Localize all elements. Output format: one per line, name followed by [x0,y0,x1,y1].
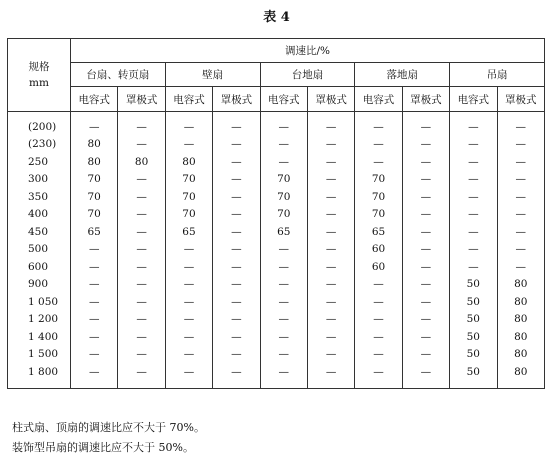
ratio-cell: — [260,153,307,171]
table-row [8,136,545,154]
ratio-cell: 80 [497,276,544,294]
shaded-pole-type-header: 罩极式 [402,87,449,112]
ratio-cell: — [71,276,118,294]
table-row [8,188,545,206]
ratio-cell: — [307,293,354,311]
ratio-cell: 70 [260,188,307,206]
sub-header-row [8,87,545,112]
ratio-cell: — [402,206,449,224]
spec-cell: (230) [8,136,71,154]
ratio-cell: — [118,311,165,329]
ratio-cell: — [260,112,307,136]
ratio-cell: 70 [71,171,118,189]
ratio-cell: — [71,363,118,388]
spec-cell: 450 [8,223,71,241]
ratio-cell: — [497,171,544,189]
ratio-cell: — [165,346,212,364]
ratio-cell: — [307,136,354,154]
ratio-cell: — [307,311,354,329]
ratio-cell: — [307,112,354,136]
ratio-cell: — [118,293,165,311]
ratio-cell: — [213,346,260,364]
spec-header: 规格 [28,61,50,73]
ratio-cell: — [307,223,354,241]
ratio-cell: 60 [355,258,402,276]
ratio-cell: — [355,346,402,364]
ratio-cell: — [307,346,354,364]
ratio-cell: — [307,188,354,206]
ratio-cell: — [118,136,165,154]
ratio-cell: 70 [355,171,402,189]
ratio-cell: — [497,153,544,171]
ratio-cell: — [118,346,165,364]
ratio-cell: — [213,311,260,329]
ratio-cell: — [355,328,402,346]
ratio-cell: 80 [497,311,544,329]
ratio-cell: — [118,223,165,241]
ratio-cell: — [260,363,307,388]
ratio-cell: — [165,293,212,311]
capacitor-type-header: 电容式 [71,87,118,112]
ratio-cell: — [71,328,118,346]
ratio-cell: 80 [497,363,544,388]
ratio-cell: 70 [165,206,212,224]
ratio-cell: — [260,328,307,346]
ratio-cell: — [71,258,118,276]
ratio-cell: — [118,328,165,346]
ratio-cell: — [213,223,260,241]
ratio-cell: — [213,153,260,171]
table-row [8,328,545,346]
ratio-cell: — [118,112,165,136]
spec-cell: 500 [8,241,71,259]
ratio-cell: — [307,153,354,171]
table-title: 表 4 [263,10,290,25]
ratio-cell: 50 [450,293,497,311]
ratio-cell: 80 [118,153,165,171]
ratio-cell: — [450,112,497,136]
ratio-cell: — [497,188,544,206]
spec-cell: 1 200 [8,311,71,329]
ratio-cell: — [402,223,449,241]
fan-type-header: 台地扇 [260,63,355,87]
ratio-cell: 80 [71,153,118,171]
ratio-cell: — [118,188,165,206]
ratio-cell: — [165,258,212,276]
capacitor-type-header: 电容式 [165,87,212,112]
ratio-cell: — [213,328,260,346]
spec-header-cell [8,39,71,112]
table-row [8,112,545,136]
ratio-cell: — [307,276,354,294]
note-1: 柱式扇、顶扇的调速比应不大于 70%。 [12,421,205,434]
ratio-cell: — [402,363,449,388]
ratio-cell: — [450,136,497,154]
ratio-cell: 80 [497,328,544,346]
ratio-cell: — [118,258,165,276]
ratio-cell: — [307,258,354,276]
ratio-cell: — [118,241,165,259]
shaded-pole-type-header: 罩极式 [118,87,165,112]
spec-cell: 900 [8,276,71,294]
ratio-cell: 70 [165,188,212,206]
ratio-cell: — [402,136,449,154]
ratio-cell: — [71,112,118,136]
ratio-cell: — [213,112,260,136]
ratio-cell: — [213,258,260,276]
ratio-cell: — [165,112,212,136]
ratio-cell: 65 [355,223,402,241]
ratio-cell: 50 [450,363,497,388]
ratio-cell: — [307,206,354,224]
ratio-cell: 70 [165,171,212,189]
ratio-cell: 50 [450,346,497,364]
ratio-cell: — [213,188,260,206]
ratio-cell: 70 [355,206,402,224]
ratio-cell: — [355,136,402,154]
shaded-pole-type-header: 罩极式 [213,87,260,112]
table-row [8,293,545,311]
ratio-cell: — [165,328,212,346]
capacitor-type-header: 电容式 [355,87,402,112]
ratio-cell: — [118,171,165,189]
spec-cell: 250 [8,153,71,171]
ratio-cell: — [355,311,402,329]
ratio-cell: 70 [355,188,402,206]
ratio-cell: — [450,188,497,206]
ratio-cell: 60 [355,241,402,259]
capacitor-type-header: 电容式 [260,87,307,112]
spec-cell: 300 [8,171,71,189]
ratio-cell: — [402,276,449,294]
ratio-cell: — [165,311,212,329]
ratio-cell: — [213,293,260,311]
ratio-cell: — [118,363,165,388]
ratio-cell: — [402,153,449,171]
ratio-cell: — [355,112,402,136]
table-row [8,346,545,364]
ratio-cell: — [497,112,544,136]
ratio-cell: 80 [497,346,544,364]
ratio-cell: — [497,241,544,259]
ratio-cell: — [165,241,212,259]
ratio-cell: — [260,258,307,276]
note-2: 装饰型吊扇的调速比应不大于 50%。 [12,441,194,454]
ratio-cell: — [260,136,307,154]
ratio-cell: — [497,258,544,276]
ratio-cell: 50 [450,328,497,346]
ratio-cell: — [355,153,402,171]
table-row [8,311,545,329]
spec-cell: 1 500 [8,346,71,364]
fan-type-header: 壁扇 [165,63,260,87]
spec-cell: 1 050 [8,293,71,311]
ratio-cell: — [260,276,307,294]
ratio-cell: — [165,363,212,388]
ratio-cell: — [402,311,449,329]
ratio-cell: — [355,293,402,311]
ratio-cell: — [213,171,260,189]
notes [12,418,205,458]
ratio-cell: 70 [71,188,118,206]
spec-cell: 1 800 [8,363,71,388]
ratio-cell: — [450,223,497,241]
spec-cell: 1 400 [8,328,71,346]
group-header: 调速比/% [71,39,545,63]
ratio-cell: — [497,223,544,241]
ratio-cell: 80 [165,153,212,171]
ratio-cell: — [450,171,497,189]
ratio-cell: — [71,346,118,364]
spec-cell: 400 [8,206,71,224]
ratio-cell: 65 [165,223,212,241]
ratio-cell: — [402,258,449,276]
ratio-cell: — [355,363,402,388]
ratio-cell: 70 [71,206,118,224]
ratio-cell: — [307,171,354,189]
ratio-cell: — [118,276,165,294]
ratio-cell: — [165,276,212,294]
ratio-cell: — [307,241,354,259]
ratio-cell: — [71,241,118,259]
ratio-cell: — [213,136,260,154]
table-body [8,112,545,389]
ratio-cell: 70 [260,171,307,189]
table-row [8,276,545,294]
table-row [8,153,545,171]
ratio-cell: — [450,153,497,171]
ratio-cell: — [118,206,165,224]
ratio-cell: — [307,363,354,388]
spec-cell: 600 [8,258,71,276]
spec-table [7,38,545,389]
ratio-cell: — [355,276,402,294]
ratio-cell: — [213,206,260,224]
capacitor-type-header: 电容式 [450,87,497,112]
ratio-cell: — [213,363,260,388]
ratio-cell: — [71,311,118,329]
ratio-cell: — [307,328,354,346]
ratio-cell: 80 [71,136,118,154]
table-row [8,258,545,276]
fan-type-header: 台扇、转页扇 [71,63,166,87]
ratio-cell: — [213,241,260,259]
ratio-cell: — [402,241,449,259]
ratio-cell: — [260,311,307,329]
ratio-cell: 80 [497,293,544,311]
ratio-cell: — [213,276,260,294]
fan-type-header: 落地扇 [355,63,450,87]
ratio-cell: — [497,136,544,154]
ratio-cell: — [497,206,544,224]
spec-unit: mm [29,77,49,89]
table-row [8,171,545,189]
fan-type-header-row [8,63,545,87]
ratio-cell: — [402,346,449,364]
table-row [8,223,545,241]
ratio-cell: — [402,171,449,189]
ratio-cell: — [402,328,449,346]
spec-cell: (200) [8,112,71,136]
ratio-cell: — [402,112,449,136]
ratio-cell: 70 [260,206,307,224]
table-row [8,363,545,388]
ratio-cell: — [402,188,449,206]
spec-cell: 350 [8,188,71,206]
ratio-cell: — [260,346,307,364]
table-row [8,241,545,259]
ratio-cell: — [402,293,449,311]
ratio-cell: 50 [450,276,497,294]
ratio-cell: — [450,258,497,276]
shaded-pole-type-header: 罩极式 [497,87,544,112]
fan-type-header: 吊扇 [450,63,545,87]
ratio-cell: — [260,241,307,259]
ratio-cell: — [450,241,497,259]
ratio-cell: 65 [260,223,307,241]
ratio-cell: — [71,293,118,311]
ratio-cell: — [450,206,497,224]
ratio-cell: — [165,136,212,154]
shaded-pole-type-header: 罩极式 [307,87,354,112]
table-row [8,206,545,224]
ratio-cell: — [260,293,307,311]
ratio-cell: 50 [450,311,497,329]
ratio-cell: 65 [71,223,118,241]
